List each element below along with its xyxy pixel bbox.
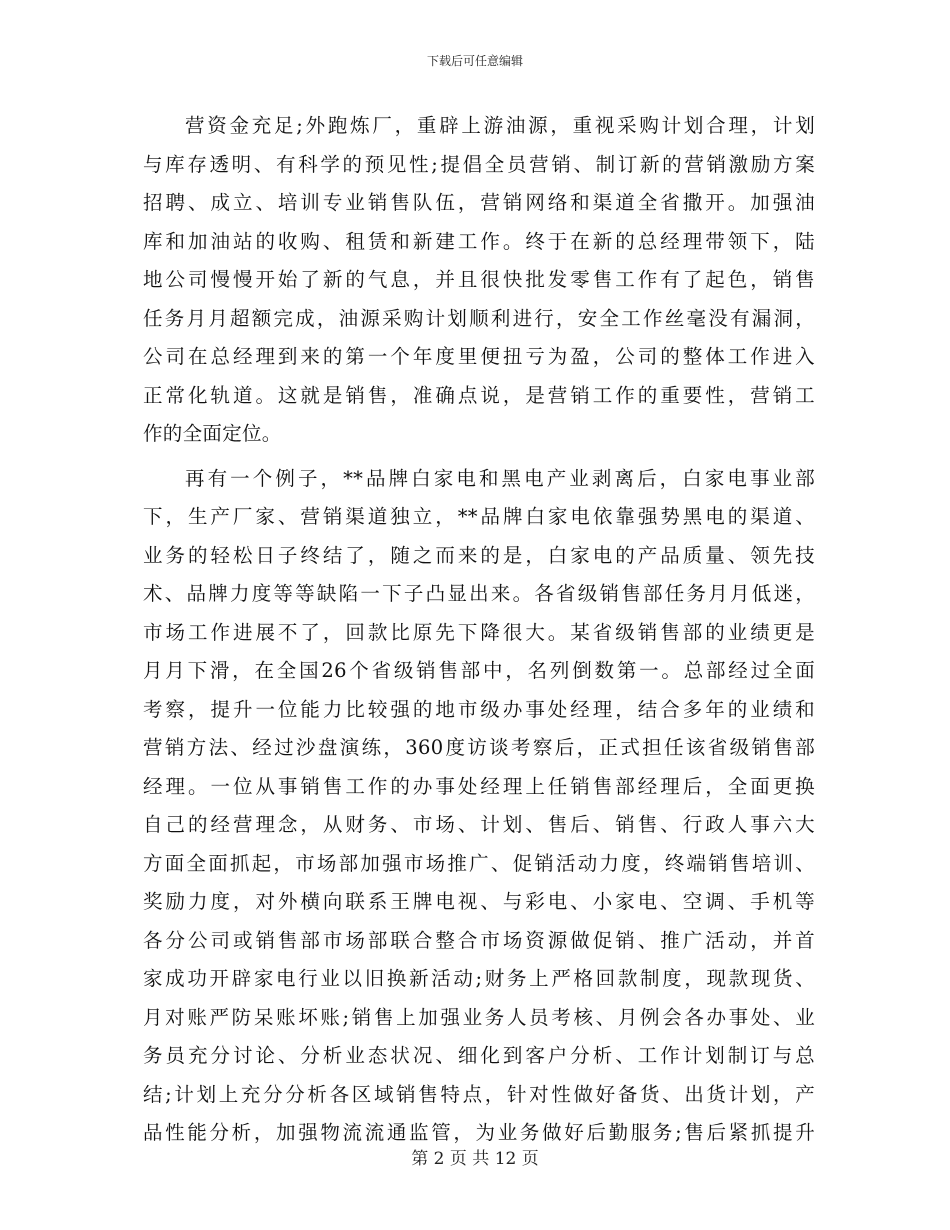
text-line: 营销方法、经过沙盘演练，360度访谈考察后，正式担任该省级销售部 bbox=[143, 736, 815, 759]
text-line: 品性能分析，加强物流流通监管，为业务做好后勤服务;售后紧抓提升 bbox=[143, 1121, 815, 1144]
text-line: 家成功开辟家电行业以旧换新活动;财务上严格回款制度，现款现货、 bbox=[143, 967, 815, 990]
text-line: 地公司慢慢开始了新的气息，并且很快批发零售工作有了起色，销售 bbox=[143, 268, 815, 291]
text-line: 方面全面抓起，市场部加强市场推广、促销活动力度，终端销售培训、 bbox=[143, 851, 815, 875]
text-line: 任务月月超额完成，油源采购计划顺利进行，安全工作丝毫没有漏洞， bbox=[143, 306, 815, 330]
text-line: 作的全面定位。 bbox=[143, 422, 282, 445]
text-line: 与库存透明、有科学的预见性;提倡全员营销、制订新的营销激励方案 bbox=[143, 152, 815, 176]
text-line: 奖励力度，对外横向联系王牌电视、与彩电、小家电、空调、手机等 bbox=[143, 890, 815, 913]
text-line: 正常化轨道。这就是销售，准确点说，是营销工作的重要性，营销工 bbox=[143, 383, 815, 407]
page-number: 第 2 页 共 12 页 bbox=[411, 1149, 539, 1169]
text-line: 下，生产厂家、营销渠道独立，**品牌白家电依靠强势黑电的渠道、 bbox=[143, 505, 815, 528]
text-line: 结;计划上充分分析各区域销售特点，针对性做好备货、出货计划，产 bbox=[143, 1082, 815, 1106]
text-line: 月月下滑，在全国26个省级销售部中，名列倒数第一。总部经过全面 bbox=[143, 659, 815, 682]
text-line: 公司在总经理到来的第一个年度里便扭亏为盈，公司的整体工作进入 bbox=[143, 345, 815, 368]
text-line: 招聘、成立、培训专业销售队伍，营销网络和渠道全省撒开。加强油 bbox=[143, 191, 815, 214]
text-line: 自己的经营理念，从财务、市场、计划、售后、销售、行政人事六大 bbox=[143, 813, 815, 836]
text-line: 再有一个例子，**品牌白家电和黑电产业剥离后，白家电事业部 bbox=[185, 466, 815, 490]
text-line: 市场工作进展不了，回款比原先下降很大。某省级销售部的业绩更是 bbox=[143, 620, 815, 644]
text-line: 经理。一位从事销售工作的办事处经理上任销售部经理后，全面更换 bbox=[143, 774, 815, 798]
text-line: 各分公司或销售部市场部联合整合市场资源做促销、推广活动，并首 bbox=[143, 928, 815, 952]
text-line: 考察，提升一位能力比较强的地市级办事处经理，结合多年的业绩和 bbox=[143, 697, 815, 721]
paragraph-2 bbox=[143, 460, 815, 1153]
paragraph-1 bbox=[143, 107, 815, 454]
text-line: 业务的轻松日子终结了，随之而来的是，白家电的产品质量、领先技 bbox=[143, 543, 815, 567]
page-header-note: 下载后可任意编辑 bbox=[426, 54, 523, 68]
document-body bbox=[143, 107, 815, 1153]
text-line: 术、品牌力度等等缺陷一下子凸显出来。各省级销售部任务月月低迷， bbox=[143, 582, 815, 605]
text-line: 月对账严防呆账坏账;销售上加强业务人员考核、月例会各办事处、业 bbox=[143, 1005, 815, 1029]
text-line: 库和加油站的收购、租赁和新建工作。终于在新的总经理带领下，陆 bbox=[143, 229, 815, 253]
text-line: 务员充分讨论、分析业态状况、细化到客户分析、工作计划制订与总 bbox=[143, 1044, 815, 1067]
text-line: 营资金充足;外跑炼厂，重辟上游油源，重视采购计划合理，计划 bbox=[185, 114, 815, 137]
